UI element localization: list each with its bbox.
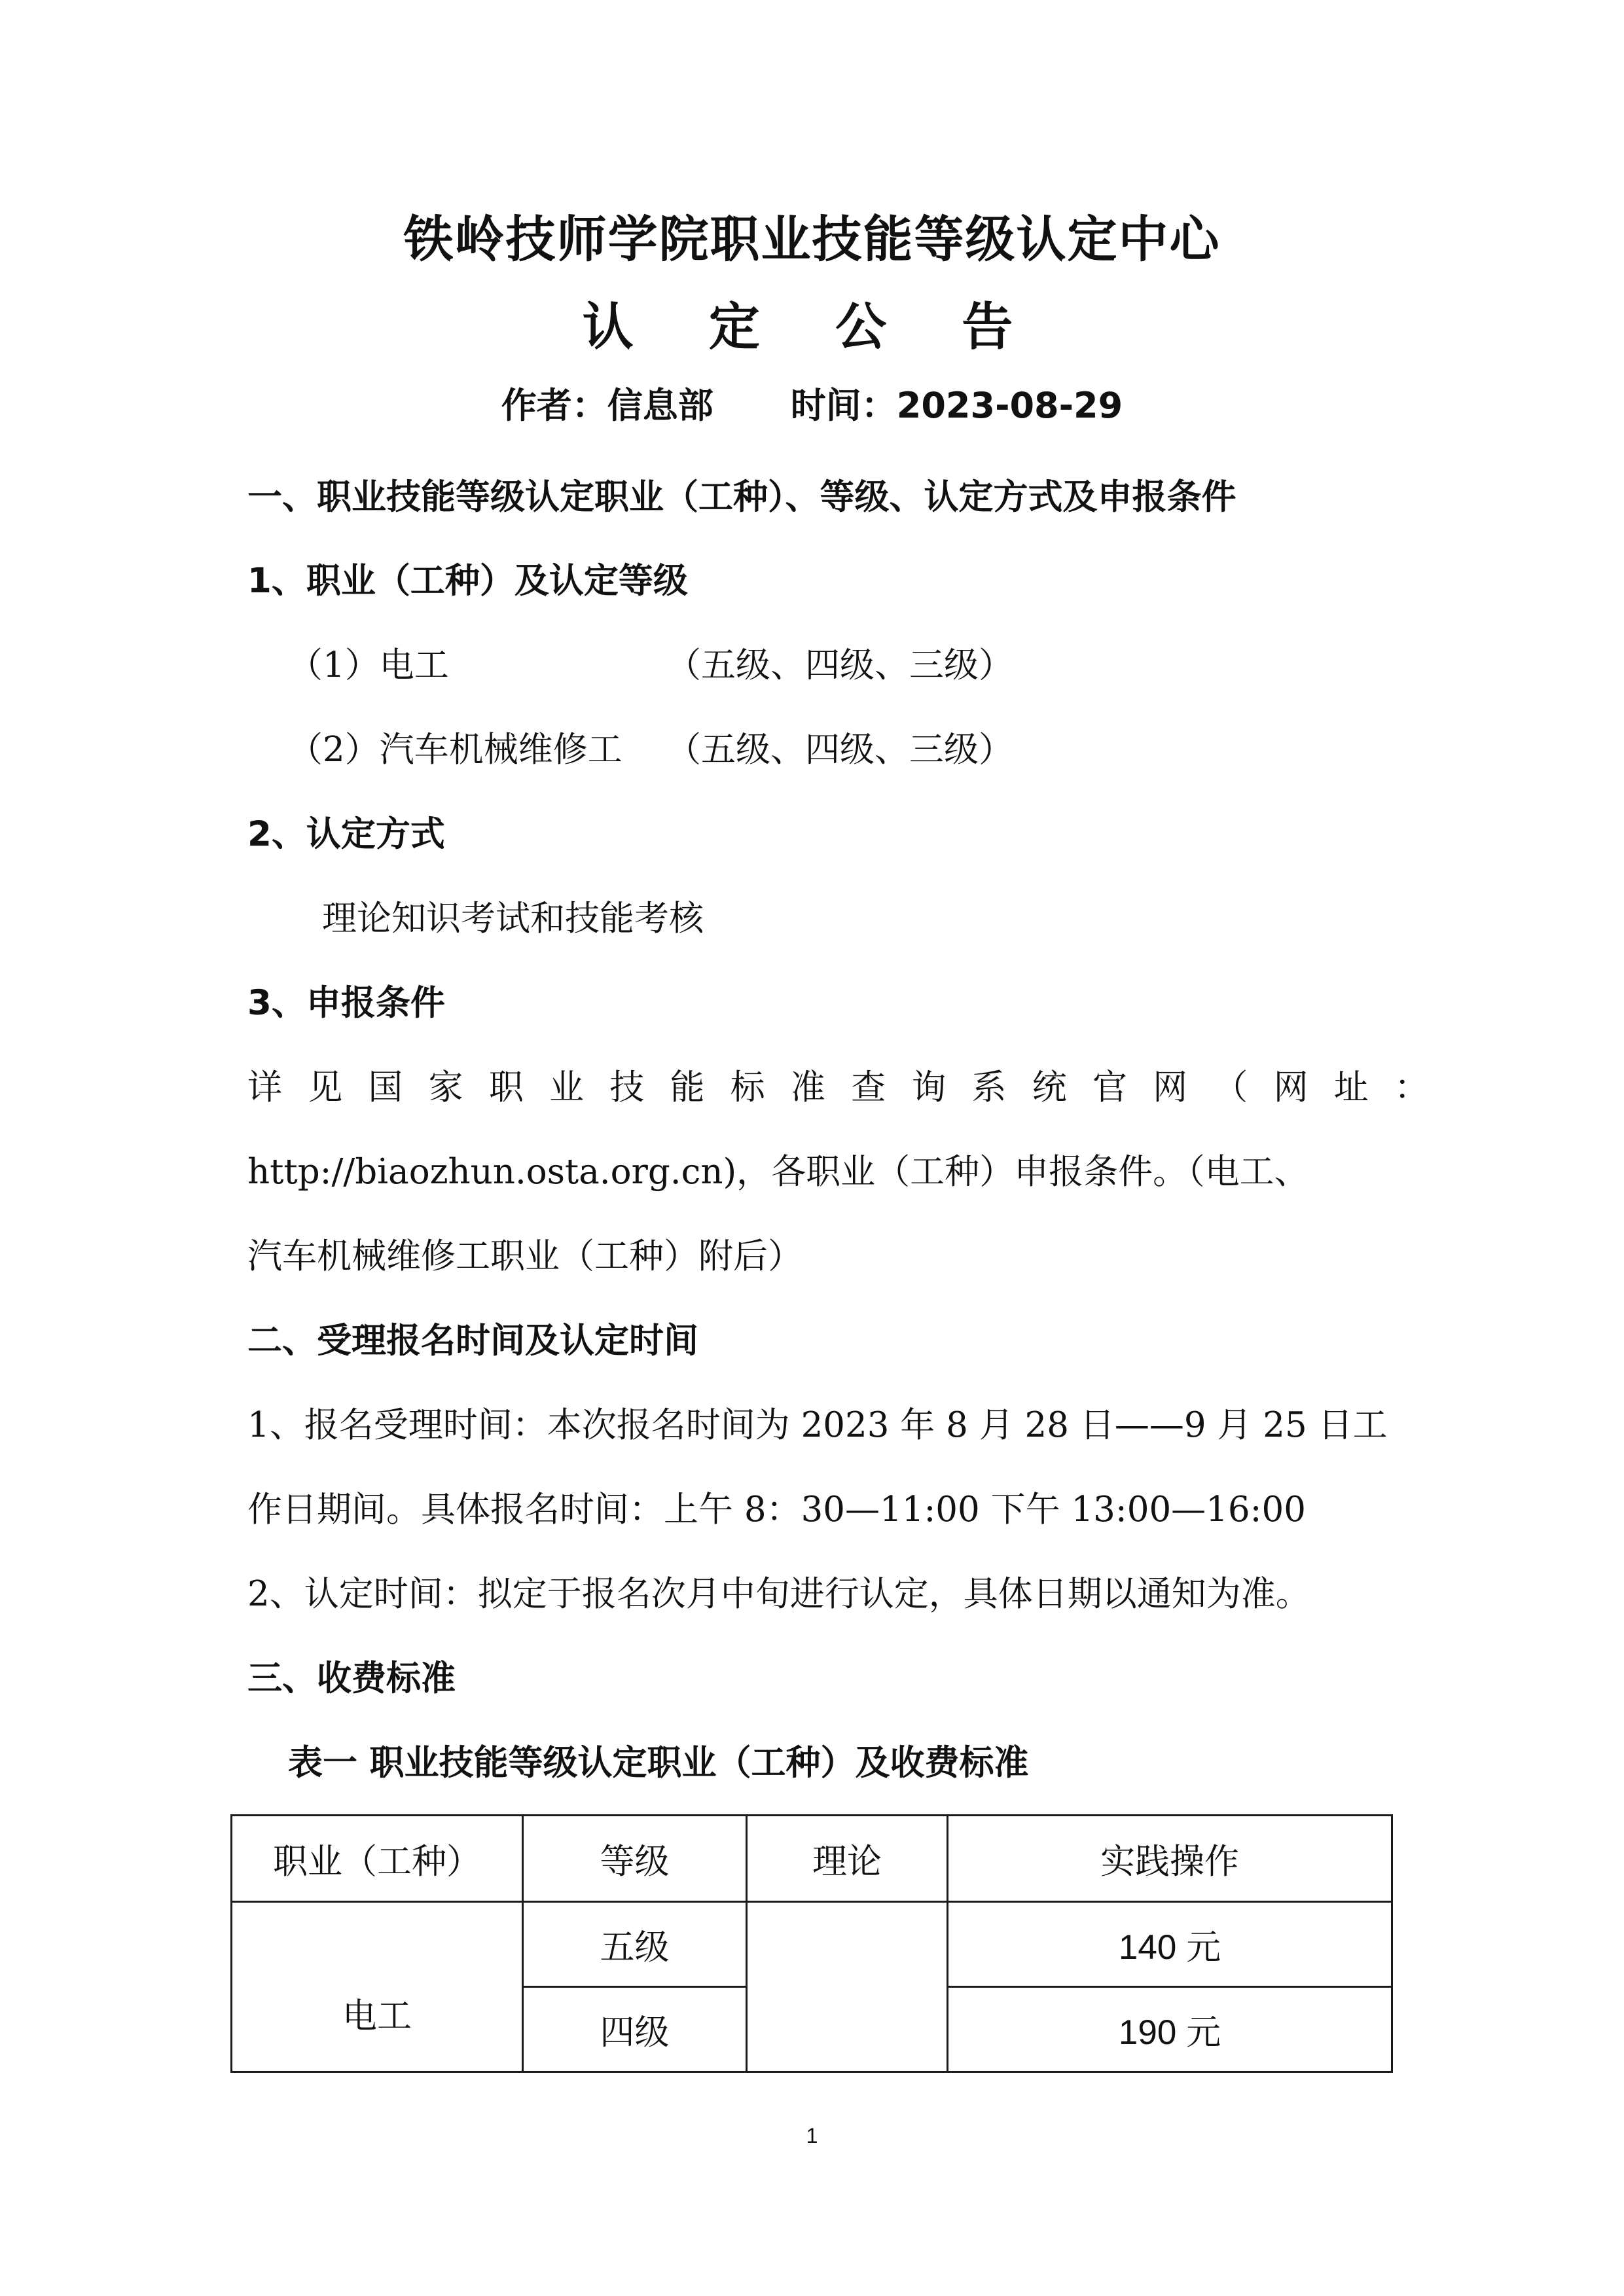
fee-table (230, 1814, 1393, 2073)
section-1-3-heading: 3、申报条件 (247, 983, 445, 1023)
registration-time-line-1: 1、报名受理时间：本次报名时间为 2023 年 8 月 28 日——9 月 25 日工 (247, 1405, 1388, 1445)
header-occupation: 职业（工种） (232, 1816, 523, 1902)
conditions-line-2: http://biaozhun.osta.org.cn)，各职业（工种）申报条件。（电工、 (247, 1152, 1309, 1192)
byline (0, 383, 1624, 429)
cell-practice-fee: 140 元 (948, 1902, 1392, 1987)
registration-time-line-2: 作日期间。具体报名时间：上午 8：30—11:00 下午 13:00—16:00 (247, 1490, 1306, 1530)
cell-level: 五级 (523, 1902, 747, 1987)
occupation-2-name: （2）汽车机械维修工 (288, 730, 623, 770)
page-number: 1 (806, 2124, 818, 2147)
cell-theory (747, 1902, 948, 2072)
cell-level: 四级 (523, 1987, 747, 2072)
document-title: 铁岭技师学院职业技能等级认定中心 (403, 210, 1221, 268)
assessment-time: 2、认定时间：拟定于报名次月中旬进行认定，具体日期以通知为准。 (247, 1574, 1310, 1614)
header-practice: 实践操作 (948, 1816, 1392, 1902)
section-2-heading: 二、受理报名时间及认定时间 (247, 1321, 698, 1361)
header-theory: 理论 (747, 1816, 948, 1902)
publish-time: 时间：2023-08-29 (790, 385, 1123, 426)
section-1-heading: 一、职业技能等级认定职业（工种）、等级、认定方式及申报条件 (247, 477, 1236, 517)
author: 作者：信息部 (501, 385, 713, 426)
section-1-2-heading: 2、认定方式 (247, 814, 445, 854)
assessment-method: 理论知识考试和技能考核 (322, 899, 704, 939)
cell-practice-fee: 190 元 (948, 1987, 1392, 2072)
occupation-1-levels: （五级、四级、三级） (666, 645, 1013, 685)
table-header-row (232, 1816, 1392, 1902)
document-subtitle: 认 定 公 告 (582, 298, 1042, 357)
cell-occupation: 电工 (232, 1902, 523, 2072)
occupation-1-name: （1）电工 (288, 645, 449, 685)
section-1-1-heading: 1、职业（工种）及认定等级 (247, 561, 688, 601)
conditions-line-1: 详见国家职业技能标准查询系统官网（网址： (247, 1067, 1429, 1107)
conditions-line-3: 汽车机械维修工职业（工种）附后） (247, 1236, 803, 1276)
occupation-2-levels: （五级、四级、三级） (666, 730, 1013, 770)
section-3-heading: 三、收费标准 (247, 1659, 456, 1698)
table-caption: 表一 职业技能等级认定职业（工种）及收费标准 (288, 1743, 1029, 1783)
table-row (232, 1902, 1392, 1987)
header-level: 等级 (523, 1816, 747, 1902)
